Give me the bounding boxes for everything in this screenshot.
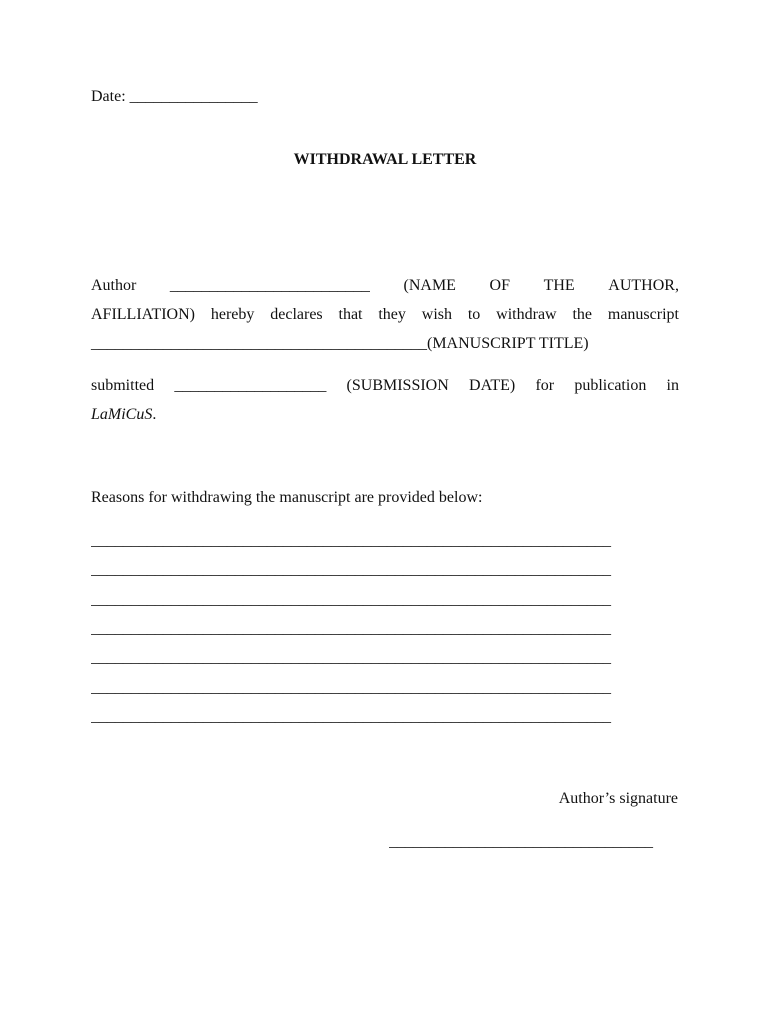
declaration-line-4 (91, 376, 679, 396)
signature-label: Author’s signature (558, 790, 678, 807)
date-blank: ________________ (129, 88, 258, 105)
reason-blank-line: _________________________________________________________________ (91, 532, 611, 549)
date-line (91, 87, 258, 107)
journal-name: LaMiCuS (91, 406, 153, 423)
reason-blank-line: _________________________________________________________________ (91, 561, 611, 578)
declaration-word: publication (574, 377, 647, 394)
declaration-word: Author (91, 277, 137, 294)
reason-blank-line: _________________________________________________________________ (91, 679, 611, 696)
declaration-word: wish (421, 306, 452, 323)
declaration-word: submitted (91, 377, 155, 394)
reason-blank-line: _________________________________________________________________ (91, 620, 611, 637)
declaration-word: AUTHOR, (608, 277, 679, 294)
declaration-word: that (338, 306, 363, 323)
declaration-word: withdraw (496, 306, 557, 323)
declaration-word: to (467, 306, 481, 323)
sentence-period: . (152, 406, 157, 423)
declaration-word: OF (489, 277, 510, 294)
declaration-word: (NAME (403, 277, 456, 294)
reason-blank-line: _________________________________________________________________ (91, 649, 611, 666)
declaration-word: (SUBMISSION (346, 377, 449, 394)
declaration-word: in (666, 377, 679, 394)
manuscript-title-label: (MANUSCRIPT TITLE) (427, 335, 589, 352)
declaration-word: manuscript (607, 306, 679, 323)
declaration-word: THE (543, 277, 575, 294)
reasons-label: Reasons for withdrawing the manuscript are provided below: (91, 489, 483, 506)
declaration-line-5 (91, 405, 156, 425)
reason-blank-line: _________________________________________________________________ (91, 591, 611, 608)
manuscript-title-blank: __________________________________________ (91, 335, 427, 352)
declaration-line-1 (91, 276, 679, 296)
declaration-word: for (535, 377, 555, 394)
reason-blank-line: _________________________________________________________________ (91, 708, 611, 725)
submission-date-blank: ___________________ (174, 377, 327, 394)
date-label: Date: (91, 88, 126, 105)
letter-title: WITHDRAWAL LETTER (293, 151, 477, 168)
signature-blank-line: _________________________________ (389, 833, 653, 850)
declaration-line-3 (91, 334, 589, 354)
author-name-blank: _________________________ (169, 277, 370, 294)
declaration-word: the (572, 306, 593, 323)
declaration-word: AFILLIATION) (91, 306, 195, 323)
declaration-word: hereby (210, 306, 255, 323)
declaration-word: DATE) (469, 377, 516, 394)
declaration-word: they (378, 306, 406, 323)
declaration-line-2 (91, 305, 679, 325)
declaration-word: declares (270, 306, 323, 323)
